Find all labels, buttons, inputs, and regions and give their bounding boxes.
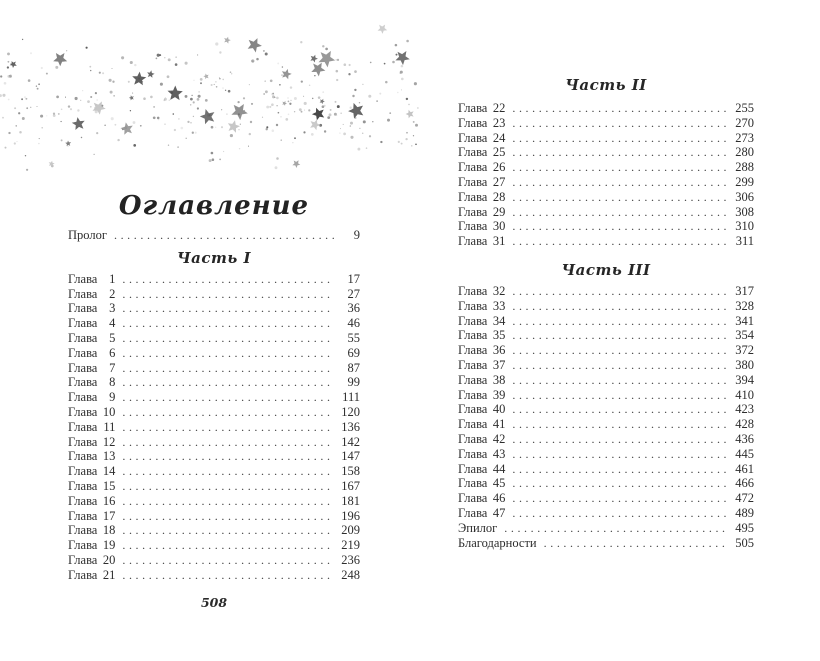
toc-entry-label: Глава bbox=[458, 219, 488, 234]
dot-leader bbox=[122, 568, 334, 583]
toc-entry-label: Глава bbox=[458, 145, 488, 160]
toc-entry-number: 35 bbox=[492, 328, 506, 343]
toc-entry-label: Глава bbox=[458, 461, 488, 476]
toc-entry-label: Глава bbox=[458, 402, 488, 417]
toc-entry-page: 255 bbox=[735, 101, 754, 115]
toc-entry-number: 11 bbox=[103, 419, 116, 434]
dot-leader bbox=[512, 417, 728, 432]
toc-entry-page: 99 bbox=[347, 375, 360, 390]
dot-leader bbox=[512, 462, 728, 477]
dot-leader bbox=[122, 405, 334, 420]
left-page-column bbox=[68, 190, 360, 610]
toc-entry-page: 9 bbox=[353, 228, 360, 242]
toc-entry-number: 9 bbox=[109, 390, 116, 405]
toc-entry-label: Глава bbox=[68, 390, 98, 405]
toc-entry-number: 3 bbox=[109, 301, 116, 316]
toc-entry-label: Глава bbox=[458, 372, 488, 387]
toc-entry-label: Глава bbox=[458, 343, 488, 358]
toc-entry-page: 209 bbox=[341, 523, 360, 538]
toc-entry-number: 10 bbox=[102, 404, 116, 419]
toc-entry-page: 46 bbox=[347, 316, 360, 331]
toc-entry-page: 181 bbox=[341, 493, 360, 508]
front-matter-list bbox=[68, 228, 360, 243]
toc-row bbox=[68, 301, 360, 316]
toc-entry-page: 17 bbox=[347, 271, 360, 286]
toc-row bbox=[458, 219, 754, 234]
toc-entry-page: 55 bbox=[347, 330, 360, 345]
dot-leader bbox=[122, 464, 334, 479]
toc-entry-page: 423 bbox=[735, 402, 754, 417]
toc-entry-number: 22 bbox=[492, 101, 506, 115]
toc-entry-label: Глава bbox=[458, 431, 488, 446]
toc-row bbox=[458, 234, 754, 249]
dot-leader bbox=[122, 509, 334, 524]
toc-row bbox=[458, 145, 754, 160]
toc-row bbox=[68, 346, 360, 361]
toc-entry-page: 505 bbox=[735, 535, 754, 550]
toc-row bbox=[458, 373, 754, 388]
toc-row bbox=[458, 388, 754, 403]
toc-entry-label: Глава bbox=[68, 301, 98, 316]
toc-entry-label: Глава bbox=[68, 419, 98, 434]
toc-entry-label: Глава bbox=[458, 234, 488, 249]
toc-entry-label: Глава bbox=[68, 523, 98, 538]
toc-entry-number: 13 bbox=[102, 449, 116, 464]
toc-entry-page: 236 bbox=[341, 552, 360, 567]
toc-row bbox=[68, 464, 360, 479]
toc-entry-page: 270 bbox=[735, 115, 754, 130]
toc-entry-page: 394 bbox=[735, 372, 754, 387]
toc-entry-page: 466 bbox=[735, 476, 754, 491]
toc-entry-number: 20 bbox=[102, 552, 116, 567]
toc-row bbox=[68, 494, 360, 509]
toc-row bbox=[68, 523, 360, 538]
dot-leader bbox=[122, 435, 334, 450]
dot-leader bbox=[504, 521, 728, 536]
toc-row bbox=[458, 521, 754, 536]
toc-entry-label: Глава bbox=[458, 446, 488, 461]
toc-row bbox=[68, 272, 360, 287]
toc-row bbox=[458, 116, 754, 131]
toc-entry-label: Глава bbox=[458, 204, 488, 219]
toc-entry-number: 43 bbox=[492, 446, 506, 461]
toc-entry-page: 489 bbox=[735, 505, 754, 520]
toc-entry-label: Глава bbox=[458, 174, 488, 189]
toc-row bbox=[458, 491, 754, 506]
toc-row bbox=[68, 287, 360, 302]
toc-entry-page: 310 bbox=[735, 219, 754, 234]
toc-entry-page: 288 bbox=[735, 160, 754, 175]
dot-leader bbox=[122, 420, 334, 435]
folio-page-number: 508 bbox=[200, 594, 228, 610]
toc-entry-label: Глава bbox=[68, 286, 98, 301]
toc-entry-page: 167 bbox=[341, 478, 360, 493]
dot-leader bbox=[122, 331, 334, 346]
toc-entry-label: Глава bbox=[458, 101, 488, 115]
toc-row bbox=[458, 328, 754, 343]
toc-entry-label: Глава bbox=[458, 387, 488, 402]
toc-row bbox=[458, 314, 754, 329]
toc-entry-label: Глава bbox=[458, 298, 488, 313]
dot-leader bbox=[122, 375, 334, 390]
toc-entry-page: 354 bbox=[735, 328, 754, 343]
toc-entry-page: 219 bbox=[341, 538, 360, 553]
toc-entry-page: 445 bbox=[735, 446, 754, 461]
toc-entry-label: Глава bbox=[458, 283, 488, 298]
toc-entry-number: 4 bbox=[109, 316, 116, 331]
star-decoration bbox=[0, 0, 420, 195]
toc-entry-page: 280 bbox=[735, 145, 754, 160]
dot-leader bbox=[512, 447, 728, 462]
right-page-column bbox=[458, 76, 754, 550]
dot-leader bbox=[122, 316, 334, 331]
toc-row bbox=[458, 205, 754, 220]
toc-entry-number: 32 bbox=[492, 283, 506, 298]
toc-entry-page: 341 bbox=[735, 313, 754, 328]
toc-entry-page: 87 bbox=[347, 360, 360, 375]
toc-entry-number: 2 bbox=[109, 286, 116, 301]
toc-entry-page: 111 bbox=[342, 390, 360, 405]
dot-leader bbox=[512, 190, 728, 205]
toc-entry-number: 31 bbox=[492, 234, 506, 249]
toc-entry-number: 27 bbox=[492, 174, 506, 189]
part-2-heading: Часть II bbox=[565, 76, 647, 94]
toc-row bbox=[458, 284, 754, 299]
toc-entry-number: 46 bbox=[492, 491, 506, 506]
dot-leader bbox=[512, 402, 728, 417]
toc-entry-page: 317 bbox=[735, 283, 754, 298]
dot-leader bbox=[512, 299, 728, 314]
toc-row bbox=[458, 190, 754, 205]
toc-entry-page: 410 bbox=[735, 387, 754, 402]
dot-leader bbox=[512, 491, 728, 506]
toc-entry-label: Глава bbox=[68, 404, 98, 419]
toc-entry-number: 18 bbox=[102, 523, 116, 538]
toc-entry-label: Глава bbox=[458, 130, 488, 145]
toc-entry-label: Глава bbox=[458, 115, 488, 130]
dot-leader bbox=[512, 314, 728, 329]
toc-row bbox=[458, 432, 754, 447]
toc-entry-number: 24 bbox=[492, 130, 506, 145]
toc-row bbox=[458, 476, 754, 491]
dot-leader bbox=[512, 388, 728, 403]
dot-leader bbox=[512, 373, 728, 388]
toc-entry-label: Благодарности bbox=[458, 535, 537, 550]
toc-entry-number: 34 bbox=[492, 313, 506, 328]
toc-entry-number: 26 bbox=[492, 160, 506, 175]
page-title: Оглавление bbox=[118, 191, 310, 221]
toc-entry-label: Глава bbox=[458, 505, 488, 520]
toc-entry-label: Глава bbox=[68, 478, 98, 493]
dot-leader bbox=[512, 343, 728, 358]
dot-leader bbox=[122, 272, 334, 287]
toc-entry-number: 1 bbox=[109, 271, 116, 286]
dot-leader bbox=[122, 449, 334, 464]
toc-entry-number: 15 bbox=[102, 478, 116, 493]
toc-row-prologue bbox=[68, 228, 360, 243]
toc-entry-page: 328 bbox=[735, 298, 754, 313]
dot-leader bbox=[122, 361, 334, 376]
toc-row bbox=[68, 553, 360, 568]
toc-entry-number: 21 bbox=[102, 567, 116, 582]
toc-entry-label: Глава bbox=[68, 345, 98, 360]
toc-row bbox=[458, 417, 754, 432]
toc-entry-number: 38 bbox=[492, 372, 506, 387]
toc-entry-page: 306 bbox=[735, 189, 754, 204]
toc-row bbox=[458, 462, 754, 477]
toc-row bbox=[68, 538, 360, 553]
toc-entry-label: Глава bbox=[458, 417, 488, 432]
toc-row bbox=[458, 402, 754, 417]
toc-entry-number: 25 bbox=[492, 145, 506, 160]
toc-entry-number: 42 bbox=[492, 431, 506, 446]
toc-row bbox=[68, 405, 360, 420]
toc-entry-label: Глава bbox=[68, 330, 98, 345]
toc-row bbox=[68, 390, 360, 405]
dot-leader bbox=[512, 506, 728, 521]
dot-leader bbox=[512, 219, 728, 234]
toc-entry-page: 273 bbox=[735, 130, 754, 145]
toc-row bbox=[68, 420, 360, 435]
toc-row bbox=[458, 447, 754, 462]
toc-entry-label: Пролог bbox=[68, 228, 107, 242]
toc-row bbox=[68, 435, 360, 450]
dot-leader bbox=[512, 205, 728, 220]
toc-entry-label: Глава bbox=[68, 538, 98, 553]
dot-leader bbox=[122, 553, 334, 568]
toc-entry-page: 308 bbox=[735, 204, 754, 219]
toc-entry-number: 29 bbox=[492, 204, 506, 219]
toc-entry-number: 30 bbox=[492, 219, 506, 234]
toc-entry-label: Глава bbox=[68, 493, 98, 508]
toc-entry-number: 7 bbox=[109, 360, 116, 375]
dot-leader bbox=[512, 145, 728, 160]
dot-leader bbox=[122, 346, 334, 361]
toc-row bbox=[68, 375, 360, 390]
toc-entry-label: Глава bbox=[68, 552, 98, 567]
toc-entry-label: Глава bbox=[458, 476, 488, 491]
toc-row bbox=[68, 479, 360, 494]
toc-entry-page: 36 bbox=[347, 301, 360, 316]
toc-entry-number: 16 bbox=[102, 493, 116, 508]
toc-entry-number: 17 bbox=[102, 508, 116, 523]
toc-row bbox=[458, 175, 754, 190]
toc-entry-label: Эпилог bbox=[458, 520, 498, 535]
toc-row bbox=[458, 131, 754, 146]
toc-entry-number: 14 bbox=[102, 464, 116, 479]
toc-row bbox=[458, 101, 754, 116]
toc-entry-page: 248 bbox=[341, 567, 360, 582]
toc-entry-page: 142 bbox=[341, 434, 360, 449]
toc-row bbox=[458, 343, 754, 358]
part-3-list bbox=[458, 284, 754, 550]
toc-entry-number: 6 bbox=[109, 345, 116, 360]
toc-entry-label: Глава bbox=[458, 328, 488, 343]
part-1-list bbox=[68, 272, 360, 583]
toc-entry-number: 23 bbox=[492, 115, 506, 130]
toc-entry-page: 472 bbox=[735, 491, 754, 506]
toc-row bbox=[68, 331, 360, 346]
dot-leader bbox=[512, 160, 728, 175]
toc-entry-number: 37 bbox=[492, 357, 506, 372]
part-1-heading: Часть I bbox=[176, 248, 252, 267]
toc-entry-page: 380 bbox=[735, 357, 754, 372]
dot-leader bbox=[122, 523, 334, 538]
dot-leader bbox=[122, 494, 334, 509]
dot-leader bbox=[122, 287, 334, 302]
toc-entry-label: Глава bbox=[458, 160, 488, 175]
part-3-heading: Часть III bbox=[561, 260, 651, 279]
toc-entry-number: 40 bbox=[492, 402, 506, 417]
toc-entry-label: Глава bbox=[68, 434, 98, 449]
toc-entry-number: 47 bbox=[492, 505, 506, 520]
toc-row bbox=[68, 449, 360, 464]
toc-entry-number: 36 bbox=[492, 343, 506, 358]
dot-leader bbox=[512, 234, 728, 249]
toc-entry-label: Глава bbox=[68, 464, 98, 479]
toc-entry-number: 12 bbox=[102, 434, 116, 449]
toc-entry-page: 196 bbox=[341, 508, 360, 523]
toc-entry-number: 33 bbox=[492, 298, 506, 313]
toc-entry-page: 436 bbox=[735, 431, 754, 446]
dot-leader bbox=[114, 228, 334, 243]
toc-entry-number: 41 bbox=[492, 417, 506, 432]
toc-entry-label: Глава bbox=[458, 313, 488, 328]
toc-entry-number: 28 bbox=[492, 189, 506, 204]
dot-leader bbox=[512, 131, 728, 146]
toc-entry-label: Глава bbox=[68, 508, 98, 523]
toc-entry-page: 158 bbox=[341, 464, 360, 479]
toc-entry-page: 372 bbox=[735, 343, 754, 358]
dot-leader bbox=[512, 476, 728, 491]
toc-row bbox=[68, 509, 360, 524]
toc-entry-label: Глава bbox=[68, 316, 98, 331]
dot-leader bbox=[512, 101, 728, 116]
dot-leader bbox=[122, 479, 334, 494]
toc-entry-page: 461 bbox=[735, 461, 754, 476]
dot-leader bbox=[512, 116, 728, 131]
toc-entry-page: 311 bbox=[735, 234, 754, 249]
toc-entry-page: 136 bbox=[341, 419, 360, 434]
toc-row bbox=[68, 568, 360, 583]
toc-entry-label: Глава bbox=[68, 271, 98, 286]
dot-leader bbox=[122, 538, 334, 553]
toc-entry-label: Глава bbox=[458, 357, 488, 372]
toc-entry-number: 44 bbox=[492, 461, 506, 476]
dot-leader bbox=[512, 432, 728, 447]
toc-entry-label: Глава bbox=[68, 375, 98, 390]
dot-leader bbox=[512, 284, 728, 299]
dot-leader bbox=[512, 328, 728, 343]
toc-entry-number: 39 bbox=[492, 387, 506, 402]
toc-entry-label: Глава bbox=[68, 449, 98, 464]
dot-leader bbox=[512, 175, 728, 190]
toc-entry-label: Глава bbox=[68, 567, 98, 582]
toc-entry-page: 120 bbox=[341, 404, 360, 419]
toc-entry-label: Глава bbox=[458, 491, 488, 506]
toc-entry-page: 147 bbox=[341, 449, 360, 464]
toc-entry-label: Глава bbox=[458, 189, 488, 204]
toc-entry-page: 428 bbox=[735, 417, 754, 432]
dot-leader bbox=[122, 301, 334, 316]
toc-entry-label: Глава bbox=[68, 360, 98, 375]
toc-row bbox=[458, 299, 754, 314]
toc-row bbox=[458, 506, 754, 521]
toc-row bbox=[68, 361, 360, 376]
dot-leader bbox=[122, 390, 334, 405]
toc-entry-number: 5 bbox=[109, 330, 116, 345]
toc-row bbox=[458, 160, 754, 175]
toc-row bbox=[458, 358, 754, 373]
toc-entry-number: 19 bbox=[102, 538, 116, 553]
toc-row bbox=[68, 316, 360, 331]
toc-entry-page: 69 bbox=[347, 345, 360, 360]
toc-row bbox=[458, 536, 754, 551]
toc-entry-page: 27 bbox=[347, 286, 360, 301]
toc-entry-page: 299 bbox=[735, 174, 754, 189]
dot-leader bbox=[512, 358, 728, 373]
dot-leader bbox=[544, 536, 728, 551]
toc-entry-page: 495 bbox=[735, 520, 754, 535]
part-2-list bbox=[458, 101, 754, 249]
toc-entry-number: 8 bbox=[109, 375, 116, 390]
toc-entry-number: 45 bbox=[492, 476, 506, 491]
